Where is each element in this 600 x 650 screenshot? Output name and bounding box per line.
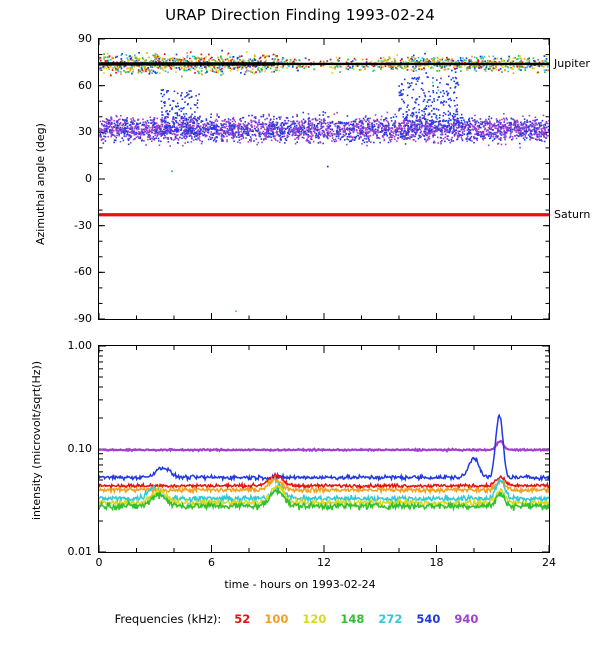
azimuth-ytick-label: 90 [78,32,92,45]
azimuth-ytick-label: -30 [74,218,92,232]
marker-label-jupiter: Jupiter [554,56,590,70]
intensity-ytick-label: 0.01 [67,545,92,558]
legend-item-540: 540 [416,612,441,626]
time-axis-title: time - hours on 1993-02-24 [224,578,376,591]
azimuth-ytick-label: -90 [74,312,92,325]
legend-item-52: 52 [234,612,251,626]
time-xtick-label: 6 [208,556,215,569]
legend-item-272: 272 [378,612,403,626]
azimuth-ytick-label: 60 [78,78,92,92]
legend-item-120: 120 [302,612,327,626]
legend-title: Frequencies (kHz): [114,612,222,626]
azimuth-axis-title: Azimuthal angle (deg) [34,123,47,245]
azimuth-plot-panel [98,38,550,320]
legend [0,612,600,626]
azimuth-ytick-label: 30 [78,125,92,139]
intensity-ytick-label: 1.00 [67,339,92,352]
marker-label-saturn: Saturn [554,207,591,221]
azimuth-ytick-label: 0 [85,172,92,185]
time-xtick-label: 12 [317,556,331,569]
azimuth-ytick-label: -60 [74,265,92,279]
azimuth-scatter [99,39,549,319]
page-title: URAP Direction Finding 1993-02-24 [165,6,435,24]
legend-item-148: 148 [340,612,365,626]
intensity-ytick-label: 0.10 [67,442,92,455]
legend-item-940: 940 [454,612,479,626]
intensity-axis-title: intensity (microvolt/sqrt(Hz)) [30,360,43,520]
time-xtick-label: 0 [95,556,103,569]
intensity-plot-panel [98,345,550,553]
time-xtick-label: 18 [429,556,444,569]
legend-item-100: 100 [264,612,289,626]
time-xtick-label: 24 [542,556,556,569]
intensity-lines [99,346,549,552]
